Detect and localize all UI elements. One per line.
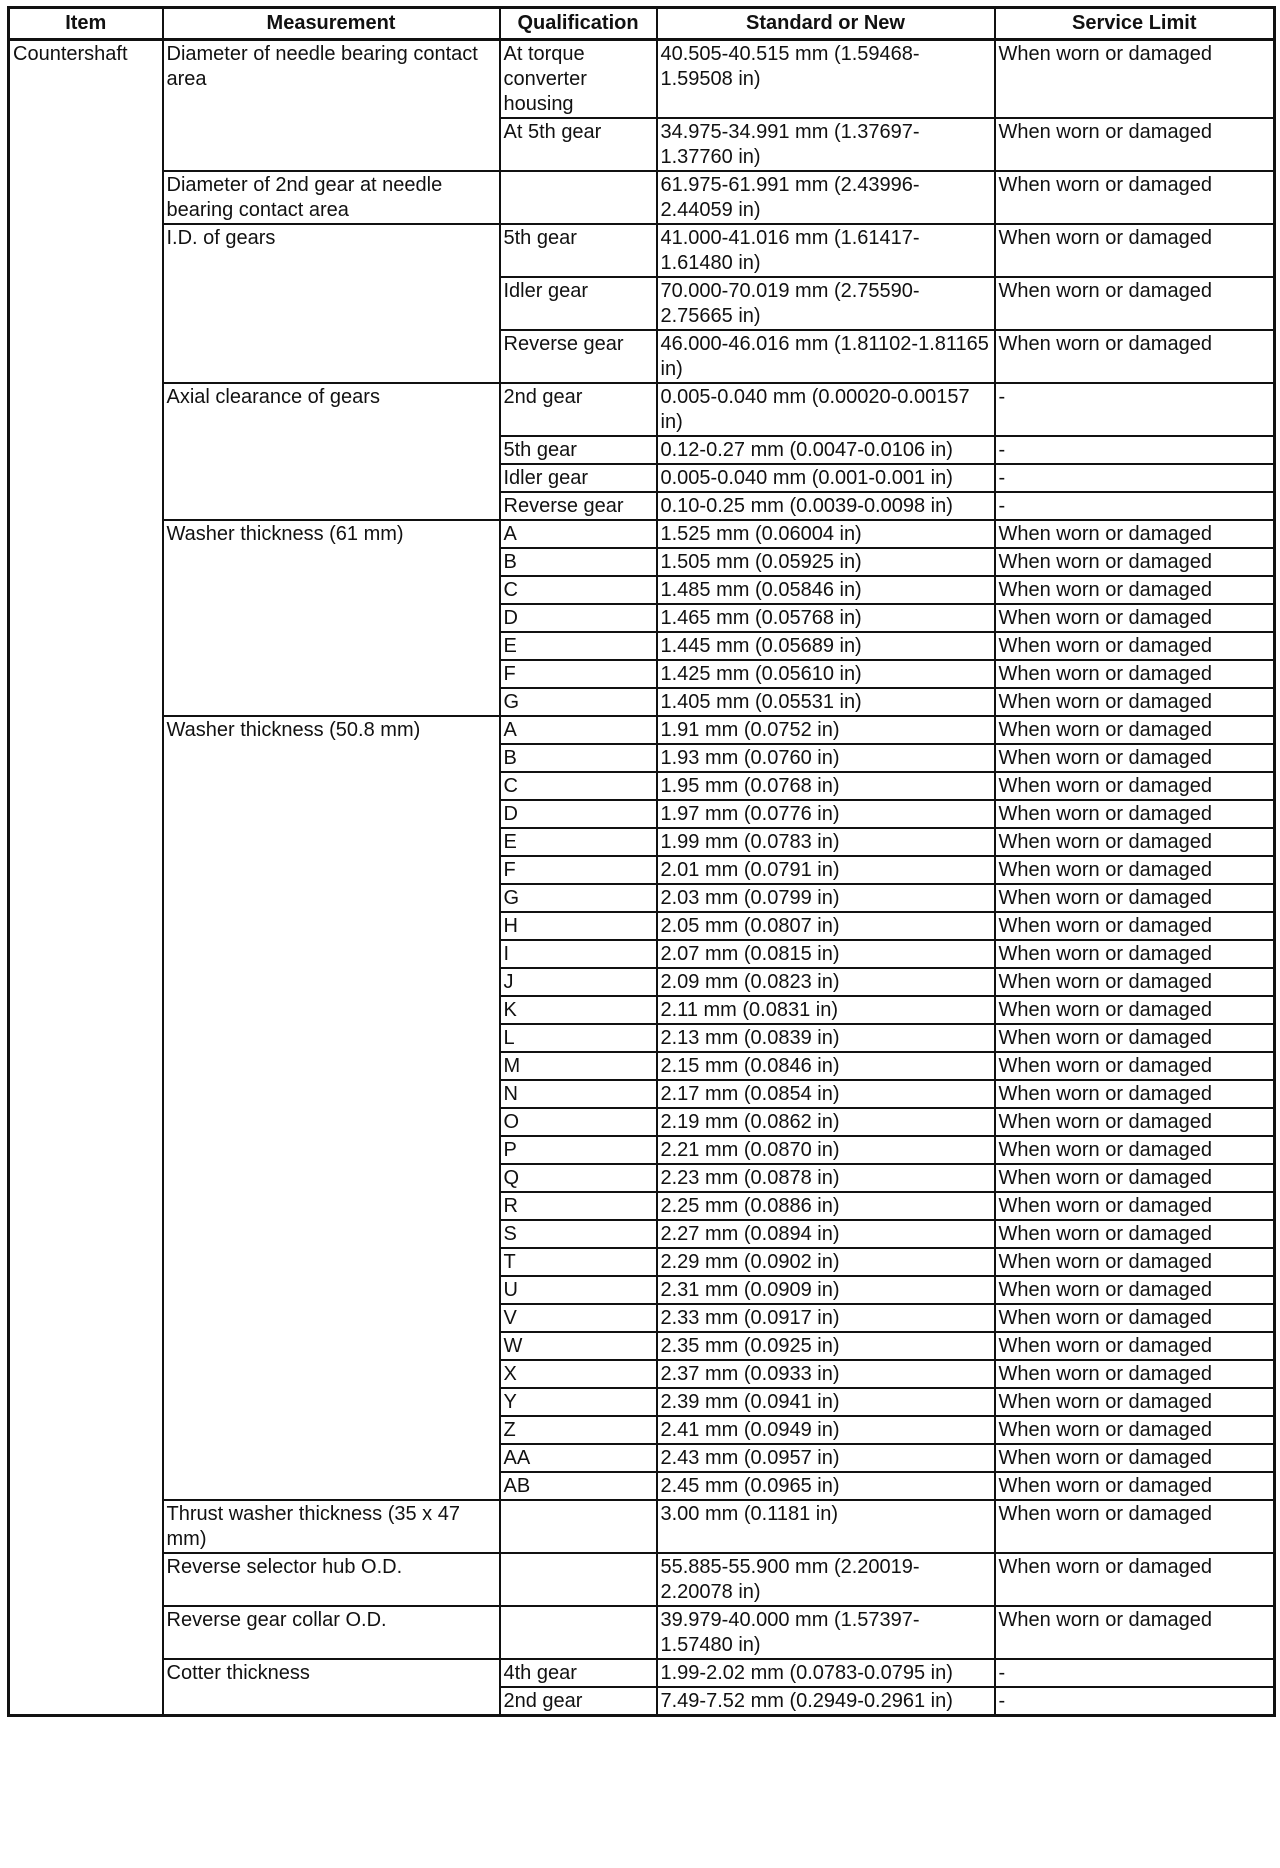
qualification-cell: B [500,548,657,576]
qualification-cell: At 5th gear [500,118,657,171]
standard-cell: 2.17 mm (0.0854 in) [657,1080,995,1108]
qualification-cell: I [500,940,657,968]
table-row [9,1606,1275,1659]
standard-cell: 34.975-34.991 mm (1.37697-1.37760 in) [657,118,995,171]
header-service-limit: Service Limit [995,8,1275,40]
standard-cell: 2.19 mm (0.0862 in) [657,1108,995,1136]
standard-cell: 0.10-0.25 mm (0.0039-0.0098 in) [657,492,995,520]
service-limit-cell: - [995,464,1275,492]
qualification-cell: Idler gear [500,277,657,330]
service-limit-cell: - [995,1687,1275,1716]
qualification-cell: 5th gear [500,224,657,277]
measurement-cell: Thrust washer thickness (35 x 47 mm) [163,1500,500,1553]
service-limit-cell: When worn or damaged [995,1416,1275,1444]
standard-cell: 1.99 mm (0.0783 in) [657,828,995,856]
standard-cell: 0.12-0.27 mm (0.0047-0.0106 in) [657,436,995,464]
qualification-cell [500,1553,657,1606]
service-limit-cell: When worn or damaged [995,1606,1275,1659]
service-limit-cell: When worn or damaged [995,40,1275,119]
table-row [9,171,1275,224]
standard-cell: 1.95 mm (0.0768 in) [657,772,995,800]
standard-cell: 2.03 mm (0.0799 in) [657,884,995,912]
standard-cell: 70.000-70.019 mm (2.75590-2.75665 in) [657,277,995,330]
service-limit-cell: When worn or damaged [995,224,1275,277]
qualification-cell: At torque converter housing [500,40,657,119]
service-limit-cell: When worn or damaged [995,632,1275,660]
standard-cell: 1.505 mm (0.05925 in) [657,548,995,576]
measurement-cell: Reverse gear collar O.D. [163,1606,500,1659]
standard-cell: 2.29 mm (0.0902 in) [657,1248,995,1276]
measurement-cell: Washer thickness (61 mm) [163,520,500,716]
service-limit-cell: When worn or damaged [995,856,1275,884]
spec-table [7,6,1276,1717]
service-limit-cell: When worn or damaged [995,772,1275,800]
qualification-cell: Z [500,1416,657,1444]
service-limit-cell: When worn or damaged [995,171,1275,224]
qualification-cell: P [500,1136,657,1164]
service-limit-cell: When worn or damaged [995,1276,1275,1304]
service-limit-cell: When worn or damaged [995,996,1275,1024]
qualification-cell: 4th gear [500,1659,657,1687]
qualification-cell: U [500,1276,657,1304]
standard-cell: 1.99-2.02 mm (0.0783-0.0795 in) [657,1659,995,1687]
standard-cell: 0.005-0.040 mm (0.001-0.001 in) [657,464,995,492]
service-limit-cell: When worn or damaged [995,604,1275,632]
service-limit-cell: When worn or damaged [995,1108,1275,1136]
service-limit-cell: When worn or damaged [995,1192,1275,1220]
service-limit-cell: When worn or damaged [995,912,1275,940]
standard-cell: 2.15 mm (0.0846 in) [657,1052,995,1080]
service-limit-cell: - [995,436,1275,464]
service-limit-cell: When worn or damaged [995,688,1275,716]
measurement-cell: I.D. of gears [163,224,500,383]
qualification-cell: H [500,912,657,940]
qualification-cell: O [500,1108,657,1136]
service-limit-cell: When worn or damaged [995,576,1275,604]
standard-cell: 1.485 mm (0.05846 in) [657,576,995,604]
standard-cell: 2.09 mm (0.0823 in) [657,968,995,996]
standard-cell: 2.23 mm (0.0878 in) [657,1164,995,1192]
standard-cell: 1.97 mm (0.0776 in) [657,800,995,828]
qualification-cell: AA [500,1444,657,1472]
standard-cell: 2.33 mm (0.0917 in) [657,1304,995,1332]
qualification-cell: 2nd gear [500,1687,657,1716]
qualification-cell: D [500,604,657,632]
standard-cell: 61.975-61.991 mm (2.43996-2.44059 in) [657,171,995,224]
service-limit-cell: When worn or damaged [995,548,1275,576]
qualification-cell: Reverse gear [500,492,657,520]
qualification-cell: M [500,1052,657,1080]
standard-cell: 1.445 mm (0.05689 in) [657,632,995,660]
header-qualification: Qualification [500,8,657,40]
service-limit-cell: When worn or damaged [995,1136,1275,1164]
service-limit-cell: When worn or damaged [995,1472,1275,1500]
standard-cell: 1.405 mm (0.05531 in) [657,688,995,716]
table-row [9,1500,1275,1553]
service-limit-cell: When worn or damaged [995,118,1275,171]
qualification-cell: J [500,968,657,996]
qualification-cell: Y [500,1388,657,1416]
service-limit-cell: When worn or damaged [995,1500,1275,1553]
standard-cell: 1.93 mm (0.0760 in) [657,744,995,772]
service-limit-cell: When worn or damaged [995,1248,1275,1276]
service-limit-cell: When worn or damaged [995,828,1275,856]
service-limit-cell: When worn or damaged [995,1052,1275,1080]
qualification-cell: G [500,688,657,716]
service-limit-cell: When worn or damaged [995,1444,1275,1472]
qualification-cell: Reverse gear [500,330,657,383]
standard-cell: 7.49-7.52 mm (0.2949-0.2961 in) [657,1687,995,1716]
service-limit-cell: - [995,1659,1275,1687]
qualification-cell: AB [500,1472,657,1500]
service-limit-cell: When worn or damaged [995,1553,1275,1606]
standard-cell: 39.979-40.000 mm (1.57397-1.57480 in) [657,1606,995,1659]
standard-cell: 1.465 mm (0.05768 in) [657,604,995,632]
table-row [9,224,1275,277]
standard-cell: 0.005-0.040 mm (0.00020-0.00157 in) [657,383,995,436]
qualification-cell: R [500,1192,657,1220]
qualification-cell: Q [500,1164,657,1192]
service-limit-cell: When worn or damaged [995,940,1275,968]
service-limit-cell: When worn or damaged [995,744,1275,772]
standard-cell: 2.31 mm (0.0909 in) [657,1276,995,1304]
standard-cell: 46.000-46.016 mm (1.81102-1.81165 in) [657,330,995,383]
service-limit-cell: When worn or damaged [995,800,1275,828]
standard-cell: 2.35 mm (0.0925 in) [657,1332,995,1360]
header-item: Item [9,8,163,40]
qualification-cell: E [500,828,657,856]
qualification-cell: 2nd gear [500,383,657,436]
standard-cell: 55.885-55.900 mm (2.20019-2.20078 in) [657,1553,995,1606]
qualification-cell: W [500,1332,657,1360]
qualification-cell [500,171,657,224]
service-limit-cell: When worn or damaged [995,1164,1275,1192]
standard-cell: 2.37 mm (0.0933 in) [657,1360,995,1388]
measurement-cell: Cotter thickness [163,1659,500,1716]
standard-cell: 2.01 mm (0.0791 in) [657,856,995,884]
service-limit-cell: When worn or damaged [995,520,1275,548]
qualification-cell: A [500,520,657,548]
qualification-cell: K [500,996,657,1024]
standard-cell: 2.21 mm (0.0870 in) [657,1136,995,1164]
standard-cell: 41.000-41.016 mm (1.61417-1.61480 in) [657,224,995,277]
qualification-cell: V [500,1304,657,1332]
service-limit-cell: - [995,383,1275,436]
qualification-cell: S [500,1220,657,1248]
service-limit-cell: When worn or damaged [995,1024,1275,1052]
service-limit-cell: When worn or damaged [995,1360,1275,1388]
qualification-cell: G [500,884,657,912]
qualification-cell: C [500,772,657,800]
standard-cell: 2.07 mm (0.0815 in) [657,940,995,968]
measurement-cell: Reverse selector hub O.D. [163,1553,500,1606]
standard-cell: 2.45 mm (0.0965 in) [657,1472,995,1500]
standard-cell: 40.505-40.515 mm (1.59468-1.59508 in) [657,40,995,119]
item-cell: Countershaft [9,40,163,1716]
qualification-cell: D [500,800,657,828]
qualification-cell: X [500,1360,657,1388]
standard-cell: 3.00 mm (0.1181 in) [657,1500,995,1553]
qualification-cell: A [500,716,657,744]
qualification-cell: Idler gear [500,464,657,492]
service-limit-cell: When worn or damaged [995,1080,1275,1108]
qualification-cell [500,1606,657,1659]
table-row [9,1659,1275,1687]
standard-cell: 1.425 mm (0.05610 in) [657,660,995,688]
measurement-cell: Washer thickness (50.8 mm) [163,716,500,1500]
qualification-cell [500,1500,657,1553]
table-row [9,40,1275,119]
service-limit-cell: When worn or damaged [995,1388,1275,1416]
service-limit-cell: When worn or damaged [995,1304,1275,1332]
measurement-cell: Diameter of needle bearing contact area [163,40,500,172]
qualification-cell: F [500,856,657,884]
service-limit-cell: When worn or damaged [995,968,1275,996]
qualification-cell: E [500,632,657,660]
measurement-cell: Axial clearance of gears [163,383,500,520]
header-standard: Standard or New [657,8,995,40]
qualification-cell: F [500,660,657,688]
service-limit-cell: When worn or damaged [995,330,1275,383]
table-row [9,1553,1275,1606]
standard-cell: 1.91 mm (0.0752 in) [657,716,995,744]
table-row [9,383,1275,436]
service-limit-cell: - [995,492,1275,520]
service-limit-cell: When worn or damaged [995,277,1275,330]
header-measurement: Measurement [163,8,500,40]
table-row [9,520,1275,548]
measurement-cell: Diameter of 2nd gear at needle bearing contact area [163,171,500,224]
qualification-cell: B [500,744,657,772]
table-row [9,716,1275,744]
standard-cell: 2.41 mm (0.0949 in) [657,1416,995,1444]
service-limit-cell: When worn or damaged [995,660,1275,688]
service-limit-cell: When worn or damaged [995,1220,1275,1248]
header-row [9,8,1275,40]
service-limit-cell: When worn or damaged [995,1332,1275,1360]
standard-cell: 2.13 mm (0.0839 in) [657,1024,995,1052]
qualification-cell: 5th gear [500,436,657,464]
standard-cell: 2.25 mm (0.0886 in) [657,1192,995,1220]
qualification-cell: T [500,1248,657,1276]
qualification-cell: C [500,576,657,604]
service-limit-cell: When worn or damaged [995,884,1275,912]
standard-cell: 2.05 mm (0.0807 in) [657,912,995,940]
standard-cell: 2.39 mm (0.0941 in) [657,1388,995,1416]
standard-cell: 2.43 mm (0.0957 in) [657,1444,995,1472]
qualification-cell: N [500,1080,657,1108]
standard-cell: 2.27 mm (0.0894 in) [657,1220,995,1248]
standard-cell: 1.525 mm (0.06004 in) [657,520,995,548]
qualification-cell: L [500,1024,657,1052]
service-limit-cell: When worn or damaged [995,716,1275,744]
standard-cell: 2.11 mm (0.0831 in) [657,996,995,1024]
